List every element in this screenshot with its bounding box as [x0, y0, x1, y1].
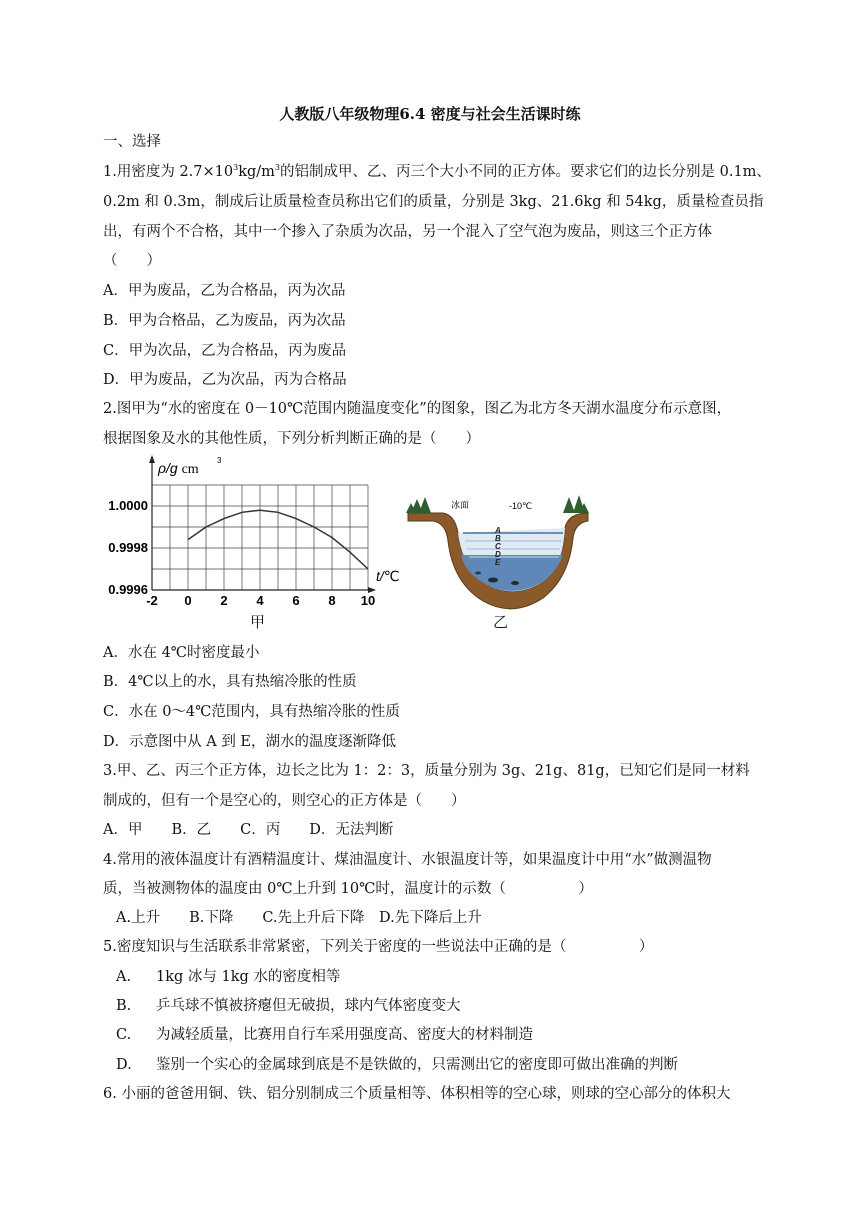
q3-options: A．甲 B．乙 C．丙 D．无法判断 [103, 822, 394, 838]
q2-option-c: C．水在 0～4℃范围内，具有热缩冷胀的性质 [103, 704, 400, 720]
lake-diagram [403, 473, 593, 623]
q5-option-b: B. 乒乓球不慎被挤瘪但无破损，球内气体密度变大 [116, 998, 461, 1014]
page-title: 人教版八年级物理6.4 密度与社会生活课时练 [279, 105, 581, 123]
x-tick-label: 6 [292, 593, 300, 608]
q2-figures [100, 455, 780, 635]
density-chart [100, 455, 430, 635]
layer-c-label: C [495, 542, 501, 551]
temp-label: -10℃ [509, 501, 533, 511]
q1-line-4: （ ） [103, 253, 161, 269]
x-tick-label: -2 [146, 593, 158, 608]
q5-line-1: 5.密度知识与生活联系非常紧密，下列关于密度的一些说法中正确的是（ ） [103, 939, 654, 955]
q5-option-d: D. 鉴别一个实心的金属球到底是不是铁做的，只需测出它的密度即可做出准确的判断 [116, 1057, 678, 1073]
y-axis-label: ρ/g cm [158, 460, 199, 477]
chart-grid [152, 485, 368, 590]
y-tick-label: 1.0000 [108, 498, 148, 513]
y-axis-label-sup: 3 [217, 456, 222, 465]
tree-left [406, 497, 431, 513]
q1-option-d: D．甲为废品，乙为次品，丙为合格品 [103, 372, 347, 388]
layer-b-label: B [495, 534, 501, 543]
q2-line-1: 2.图甲为“水的密度在 0－10℃范围内随温度变化”的图象，图乙为北方冬天湖水温度分布示意图， [103, 401, 732, 417]
q4-line-1: 4.常用的液体温度计有酒精温度计、煤油温度计、水银温度计等，如果温度计中用“水”做测温物 [103, 852, 712, 868]
fish [475, 572, 481, 575]
q2-option-b: B．4℃以上的水，具有热缩冷胀的性质 [103, 674, 357, 690]
q4-line-2: 质，当被测物体的温度由 0℃上升到 10℃时，温度计的示数（ ） [103, 881, 593, 897]
x-tick-label: 4 [256, 593, 264, 608]
q2-option-a: A．水在 4℃时密度最小 [103, 645, 260, 661]
q4-options: A.上升 B.下降 C.先上升后下降 D.先下降后上升 [116, 910, 482, 926]
q1-option-b: B．甲为合格品，乙为废品，丙为次品 [103, 313, 346, 329]
q3-line-1: 3.甲、乙、丙三个正方体，边长之比为 1：2：3，质量分别为 3g、21g、81g，已知它们是同一材料 [103, 763, 750, 779]
layer-d-label: D [495, 550, 501, 559]
fig-jia-caption: 甲 [250, 614, 266, 631]
fish [511, 581, 519, 585]
fish [488, 578, 498, 583]
y-axis-arrow [149, 455, 155, 463]
layer-a-label: A [495, 526, 501, 535]
q1-option-a: A．甲为废品，乙为合格品，丙为次品 [103, 283, 346, 299]
q3-line-2: 制成的，但有一个是空心的，则空心的正方体是（ ） [103, 793, 466, 809]
q1-line-2: 0.2m 和 0.3m，制成后让质量检查员称出它们的质量，分别是 3kg、21.6kg 和 54kg，质量检查员指 [103, 194, 764, 210]
y-tick-label: 0.9998 [108, 540, 148, 555]
x-tick-label: 2 [220, 593, 228, 608]
q1-line-1: 1.用密度为 $2.7\times 10^3kg/m^3$的铝制成甲、乙、丙三个大小不同的正方体。要求它们的边长分别是 0.1m、 [103, 163, 771, 180]
x-axis-label: t/℃ [376, 568, 400, 584]
x-tick-label: 8 [328, 593, 336, 608]
q6-line-1: 6. 小丽的爸爸用铜、铁、铝分别制成三个质量相等、体积相等的空心球，则球的空心部分的体积大 [103, 1086, 731, 1102]
x-tick-label: 0 [184, 593, 192, 608]
y-tick-label: 0.9996 [108, 582, 148, 597]
ice-label: 冰面 [451, 500, 470, 510]
layer-e-label: E [495, 558, 501, 567]
section-heading: 一、选择 [103, 134, 161, 150]
q2-option-d: D．示意图中从 A 到 E，湖水的温度逐渐降低 [103, 734, 397, 750]
q1-line-3: 出，有两个不合格，其中一个掺入了杂质为次品，另一个混入了空气泡为废品，则这三个正方体 [103, 224, 712, 240]
q5-option-c: C. 为减轻质量，比赛用自行车采用强度高、密度大的材料制造 [116, 1027, 533, 1043]
q5-option-a: A. 1kg 冰与 1kg 水的密度相等 [116, 969, 341, 985]
q1-option-c: C．甲为次品，乙为合格品，丙为废品 [103, 343, 347, 359]
q2-line-2: 根据图象及水的其他性质，下列分析判断正确的是（ ） [103, 431, 480, 447]
fig-yi-caption: 乙 [493, 614, 509, 631]
tree-right [563, 495, 589, 513]
x-tick-label: 10 [360, 593, 376, 608]
